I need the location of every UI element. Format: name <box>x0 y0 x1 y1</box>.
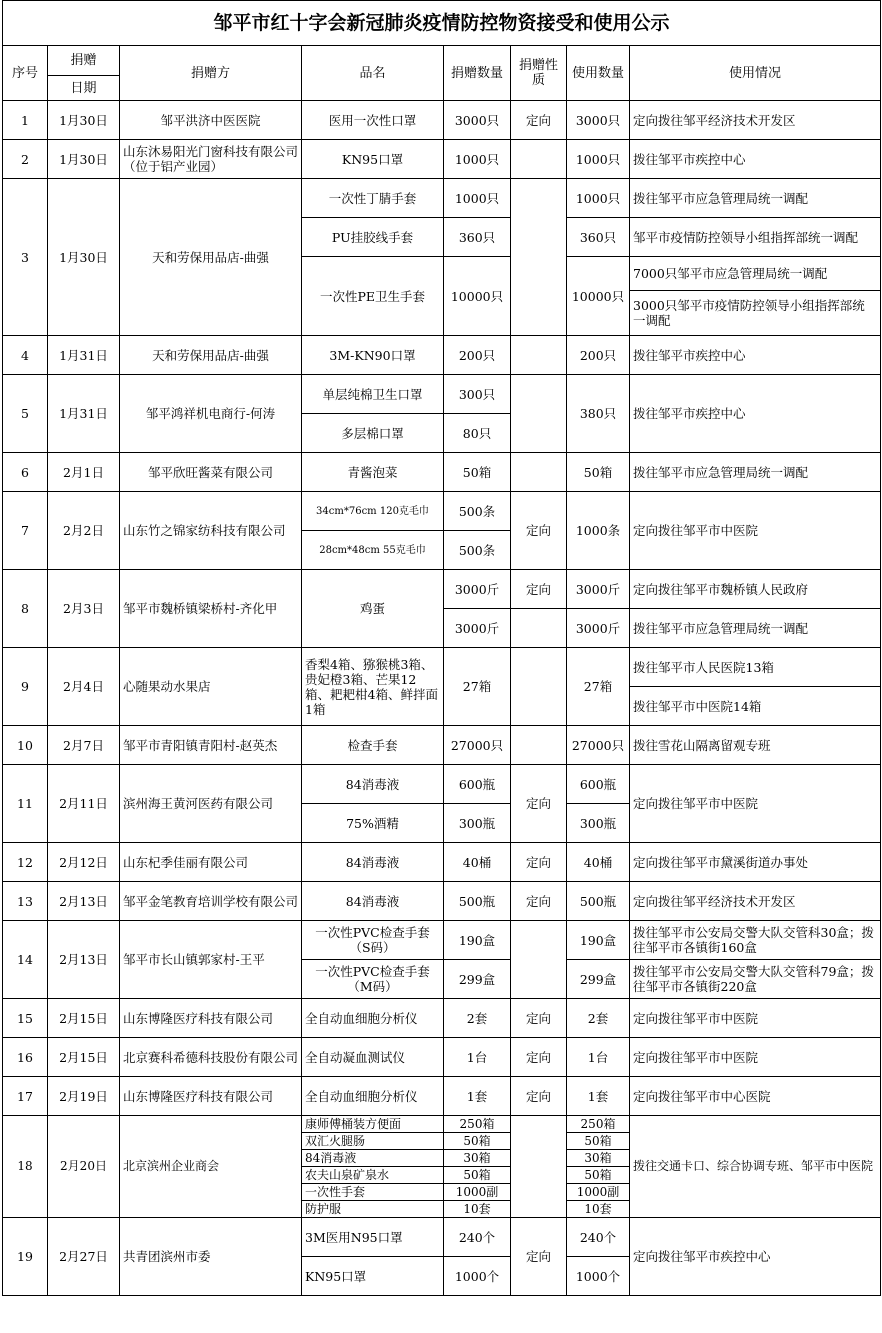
cell-item: 3M-KN90口罩 <box>302 336 444 375</box>
cell-item: 农夫山泉矿泉水 <box>302 1167 444 1184</box>
table-row <box>3 999 881 1038</box>
header-date-top: 捐赠 <box>48 46 120 76</box>
cell-donor: 邹平市魏桥镇梁桥村-齐化甲 <box>120 570 302 648</box>
cell-donor: 山东沐易阳光门窗科技有限公司（位于铝产业园） <box>120 140 302 179</box>
cell-item: 一次性PVC检查手套（M码） <box>302 960 444 999</box>
cell-usage: 拨往邹平市疾控中心 <box>630 375 881 453</box>
cell-seq: 19 <box>3 1218 48 1296</box>
cell-item: 一次性丁腈手套 <box>302 179 444 218</box>
cell-nature <box>511 726 567 765</box>
cell-qty: 300瓶 <box>444 804 511 843</box>
cell-qty: 27000只 <box>444 726 511 765</box>
cell-qty: 1000个 <box>444 1257 511 1296</box>
table-row <box>3 101 881 140</box>
header-usage: 使用情况 <box>630 46 881 101</box>
cell-used: 1000副 <box>567 1184 630 1201</box>
donation-table <box>2 0 881 1296</box>
cell-usage: 定向拨往邹平经济技术开发区 <box>630 882 881 921</box>
cell-item: 单层纯棉卫生口罩 <box>302 375 444 414</box>
cell-item: 34cm*76cm 120克毛巾 <box>302 492 444 531</box>
cell-item: 全自动血细胞分析仪 <box>302 999 444 1038</box>
cell-date: 2月3日 <box>48 570 120 648</box>
header-date-bottom: 日期 <box>48 76 120 101</box>
cell-item: 医用一次性口罩 <box>302 101 444 140</box>
cell-date: 1月31日 <box>48 375 120 453</box>
cell-used: 40桶 <box>567 843 630 882</box>
cell-item: KN95口罩 <box>302 140 444 179</box>
cell-used: 299盒 <box>567 960 630 999</box>
cell-usage: 3000只邹平市疫情防控领导小组指挥部统一调配 <box>630 290 881 335</box>
cell-usage: 定向拨往邹平市黛溪街道办事处 <box>630 843 881 882</box>
cell-qty: 10套 <box>444 1201 511 1218</box>
cell-usage: 定向拨往邹平市中医院 <box>630 1038 881 1077</box>
cell-date: 2月19日 <box>48 1077 120 1116</box>
header-nature: 捐赠性质 <box>511 46 567 101</box>
cell-used: 30箱 <box>567 1150 630 1167</box>
cell-donor: 山东竹之锦家纺科技有限公司 <box>120 492 302 570</box>
cell-seq: 12 <box>3 843 48 882</box>
cell-nature: 定向 <box>511 843 567 882</box>
cell-seq: 9 <box>3 648 48 726</box>
cell-used: 1000只 <box>567 179 630 218</box>
cell-item: 84消毒液 <box>302 765 444 804</box>
cell-used: 50箱 <box>567 1167 630 1184</box>
cell-item: 84消毒液 <box>302 882 444 921</box>
cell-date: 1月31日 <box>48 336 120 375</box>
cell-nature: 定向 <box>511 101 567 140</box>
cell-seq: 14 <box>3 921 48 999</box>
cell-donor: 邹平欣旺酱菜有限公司 <box>120 453 302 492</box>
cell-used: 1000条 <box>567 492 630 570</box>
cell-date: 1月30日 <box>48 140 120 179</box>
cell-used: 50箱 <box>567 453 630 492</box>
cell-donor: 邹平洪济中医医院 <box>120 101 302 140</box>
cell-donor: 邹平市青阳镇青阳村-赵英杰 <box>120 726 302 765</box>
cell-used: 190盒 <box>567 921 630 960</box>
cell-used: 240个 <box>567 1218 630 1257</box>
cell-item: 青酱泡菜 <box>302 453 444 492</box>
cell-qty: 1台 <box>444 1038 511 1077</box>
cell-nature <box>511 453 567 492</box>
cell-seq: 8 <box>3 570 48 648</box>
cell-item: 鸡蛋 <box>302 570 444 648</box>
cell-date: 2月2日 <box>48 492 120 570</box>
cell-date: 2月7日 <box>48 726 120 765</box>
cell-used: 2套 <box>567 999 630 1038</box>
cell-nature: 定向 <box>511 492 567 570</box>
cell-qty: 500条 <box>444 492 511 531</box>
cell-donor: 邹平市长山镇郭家村-王平 <box>120 921 302 999</box>
cell-date: 2月15日 <box>48 999 120 1038</box>
table-row <box>3 882 881 921</box>
cell-used: 200只 <box>567 336 630 375</box>
cell-usage: 拨往交通卡口、综合协调专班、邹平市中医院 <box>630 1116 881 1218</box>
cell-usage: 定向拨往邹平市中心医院 <box>630 1077 881 1116</box>
cell-qty: 299盒 <box>444 960 511 999</box>
cell-nature <box>511 179 567 336</box>
table-row <box>3 921 881 960</box>
cell-nature <box>511 609 567 648</box>
cell-nature: 定向 <box>511 1077 567 1116</box>
cell-seq: 10 <box>3 726 48 765</box>
cell-qty: 1000副 <box>444 1184 511 1201</box>
cell-nature: 定向 <box>511 1218 567 1296</box>
cell-qty: 50箱 <box>444 1133 511 1150</box>
cell-item: 3M医用N95口罩 <box>302 1218 444 1257</box>
cell-used: 10套 <box>567 1201 630 1218</box>
cell-used: 10000只 <box>567 257 630 336</box>
cell-qty: 300只 <box>444 375 511 414</box>
cell-nature <box>511 140 567 179</box>
cell-qty: 2套 <box>444 999 511 1038</box>
header-item: 品名 <box>302 46 444 101</box>
table-row <box>3 375 881 414</box>
cell-item: 检查手套 <box>302 726 444 765</box>
header-donor: 捐赠方 <box>120 46 302 101</box>
cell-donor: 北京滨州企业商会 <box>120 1116 302 1218</box>
cell-usage: 邹平市疫情防控领导小组指挥部统一调配 <box>630 218 881 257</box>
cell-qty: 240个 <box>444 1218 511 1257</box>
table-row <box>3 1218 881 1257</box>
cell-used: 380只 <box>567 375 630 453</box>
cell-donor: 天和劳保用品店-曲强 <box>120 336 302 375</box>
cell-usage: 拨往邹平市应急管理局统一调配 <box>630 179 881 218</box>
cell-date: 2月13日 <box>48 921 120 999</box>
cell-donor: 滨州海王黄河医药有限公司 <box>120 765 302 843</box>
cell-seq: 6 <box>3 453 48 492</box>
cell-usage: 定向拨往邹平市中医院 <box>630 492 881 570</box>
cell-qty: 27箱 <box>444 648 511 726</box>
cell-nature: 定向 <box>511 882 567 921</box>
cell-date: 2月20日 <box>48 1116 120 1218</box>
cell-item: 防护服 <box>302 1201 444 1218</box>
cell-seq: 18 <box>3 1116 48 1218</box>
cell-used: 27箱 <box>567 648 630 726</box>
cell-used: 500瓶 <box>567 882 630 921</box>
cell-qty: 600瓶 <box>444 765 511 804</box>
cell-seq: 4 <box>3 336 48 375</box>
cell-seq: 5 <box>3 375 48 453</box>
page-title: 邹平市红十字会新冠肺炎疫情防控物资接受和使用公示 <box>3 1 881 46</box>
table-row <box>3 1116 881 1133</box>
cell-date: 2月11日 <box>48 765 120 843</box>
cell-usage: 定向拨往邹平市魏桥镇人民政府 <box>630 570 881 609</box>
cell-donor: 山东杞季佳丽有限公司 <box>120 843 302 882</box>
cell-seq: 16 <box>3 1038 48 1077</box>
cell-seq: 15 <box>3 999 48 1038</box>
table-row <box>3 1038 881 1077</box>
cell-seq: 2 <box>3 140 48 179</box>
cell-item: 多层棉口罩 <box>302 414 444 453</box>
table-row <box>3 140 881 179</box>
cell-qty: 500瓶 <box>444 882 511 921</box>
cell-date: 2月13日 <box>48 882 120 921</box>
cell-qty: 3000斤 <box>444 609 511 648</box>
cell-donor: 共青团滨州市委 <box>120 1218 302 1296</box>
cell-nature <box>511 648 567 726</box>
cell-seq: 11 <box>3 765 48 843</box>
cell-nature <box>511 921 567 999</box>
cell-usage: 定向拨往邹平市中医院 <box>630 765 881 843</box>
cell-usage: 拨往邹平市疾控中心 <box>630 336 881 375</box>
cell-used: 3000只 <box>567 101 630 140</box>
cell-used: 600瓶 <box>567 765 630 804</box>
cell-used: 300瓶 <box>567 804 630 843</box>
cell-qty: 3000斤 <box>444 570 511 609</box>
table-row <box>3 765 881 804</box>
cell-qty: 360只 <box>444 218 511 257</box>
cell-nature: 定向 <box>511 765 567 843</box>
table-row <box>3 336 881 375</box>
cell-date: 2月27日 <box>48 1218 120 1296</box>
table-row <box>3 843 881 882</box>
cell-usage: 拨往邹平市中医院14箱 <box>630 687 881 726</box>
cell-item: 全自动血细胞分析仪 <box>302 1077 444 1116</box>
cell-qty: 30箱 <box>444 1150 511 1167</box>
cell-usage: 拨往邹平市人民医院13箱 <box>630 648 881 687</box>
cell-donor: 心随果动水果店 <box>120 648 302 726</box>
cell-used: 1套 <box>567 1077 630 1116</box>
cell-usage: 拨往邹平市应急管理局统一调配 <box>630 453 881 492</box>
cell-usage: 拨往邹平市应急管理局统一调配 <box>630 609 881 648</box>
cell-item: PU挂胶线手套 <box>302 218 444 257</box>
cell-qty: 250箱 <box>444 1116 511 1133</box>
table-row <box>3 453 881 492</box>
cell-qty: 500条 <box>444 531 511 570</box>
header-use-qty: 使用数量 <box>567 46 630 101</box>
cell-qty: 80只 <box>444 414 511 453</box>
cell-usage: 定向拨往邹平市中医院 <box>630 999 881 1038</box>
cell-item: 一次性PE卫生手套 <box>302 257 444 336</box>
cell-item: 双汇火腿肠 <box>302 1133 444 1150</box>
table-row <box>3 179 881 218</box>
cell-usage: 拨往邹平市公安局交警大队交管科30盒；拨往邹平市各镇街160盒 <box>630 921 881 960</box>
cell-used: 250箱 <box>567 1116 630 1133</box>
cell-qty: 40桶 <box>444 843 511 882</box>
cell-qty: 1000只 <box>444 179 511 218</box>
cell-usage: 拨往雪花山隔离留观专班 <box>630 726 881 765</box>
cell-used: 360只 <box>567 218 630 257</box>
cell-item: 香梨4箱、猕猴桃3箱、贵妃橙3箱、芒果12箱、耙耙柑4箱、鲜拌面1箱 <box>302 648 444 726</box>
cell-used: 1000只 <box>567 140 630 179</box>
cell-nature: 定向 <box>511 999 567 1038</box>
cell-date: 2月1日 <box>48 453 120 492</box>
cell-qty: 3000只 <box>444 101 511 140</box>
cell-item: 28cm*48cm 55克毛巾 <box>302 531 444 570</box>
table-row <box>3 570 881 609</box>
cell-nature <box>511 336 567 375</box>
cell-date: 2月12日 <box>48 843 120 882</box>
cell-date: 1月30日 <box>48 101 120 140</box>
cell-donor: 山东博隆医疗科技有限公司 <box>120 1077 302 1116</box>
table-row <box>3 648 881 687</box>
cell-qty: 10000只 <box>444 257 511 336</box>
cell-nature <box>511 1116 567 1218</box>
table-row <box>3 492 881 531</box>
header-donate-qty: 捐赠数量 <box>444 46 511 101</box>
cell-nature: 定向 <box>511 1038 567 1077</box>
cell-nature <box>511 375 567 453</box>
cell-item: KN95口罩 <box>302 1257 444 1296</box>
cell-item: 84消毒液 <box>302 1150 444 1167</box>
cell-donor: 天和劳保用品店-曲强 <box>120 179 302 336</box>
cell-used: 1000个 <box>567 1257 630 1296</box>
cell-used: 27000只 <box>567 726 630 765</box>
cell-item: 84消毒液 <box>302 843 444 882</box>
table-row <box>3 1077 881 1116</box>
cell-usage: 拨往邹平市疾控中心 <box>630 140 881 179</box>
cell-used: 50箱 <box>567 1133 630 1150</box>
cell-item: 一次性手套 <box>302 1184 444 1201</box>
cell-qty: 1套 <box>444 1077 511 1116</box>
cell-usage: 定向拨往邹平经济技术开发区 <box>630 101 881 140</box>
cell-qty: 50箱 <box>444 1167 511 1184</box>
cell-usage: 定向拨往邹平市疾控中心 <box>630 1218 881 1296</box>
table-row <box>3 726 881 765</box>
cell-usage: 7000只邹平市应急管理局统一调配 <box>630 257 881 291</box>
cell-seq: 3 <box>3 179 48 336</box>
cell-date: 2月4日 <box>48 648 120 726</box>
cell-donor: 山东博隆医疗科技有限公司 <box>120 999 302 1038</box>
cell-used: 1台 <box>567 1038 630 1077</box>
cell-item: 一次性PVC检查手套（S码） <box>302 921 444 960</box>
cell-seq: 17 <box>3 1077 48 1116</box>
cell-date: 2月15日 <box>48 1038 120 1077</box>
cell-qty: 1000只 <box>444 140 511 179</box>
cell-qty: 50箱 <box>444 453 511 492</box>
cell-date: 1月30日 <box>48 179 120 336</box>
cell-used: 3000斤 <box>567 609 630 648</box>
cell-usage: 拨往邹平市公安局交警大队交管科79盒；拨往邹平市各镇街220盒 <box>630 960 881 999</box>
cell-seq: 7 <box>3 492 48 570</box>
cell-nature: 定向 <box>511 570 567 609</box>
cell-seq: 1 <box>3 101 48 140</box>
cell-used: 3000斤 <box>567 570 630 609</box>
cell-seq: 13 <box>3 882 48 921</box>
header-seq: 序号 <box>3 46 48 101</box>
cell-qty: 200只 <box>444 336 511 375</box>
cell-donor: 邹平鸿祥机电商行-何涛 <box>120 375 302 453</box>
cell-donor: 邹平金笔教育培训学校有限公司 <box>120 882 302 921</box>
cell-item: 康师傅桶装方便面 <box>302 1116 444 1133</box>
cell-donor: 北京赛科希德科技股份有限公司 <box>120 1038 302 1077</box>
cell-qty: 190盒 <box>444 921 511 960</box>
cell-item: 75%酒精 <box>302 804 444 843</box>
cell-item: 全自动凝血测试仪 <box>302 1038 444 1077</box>
